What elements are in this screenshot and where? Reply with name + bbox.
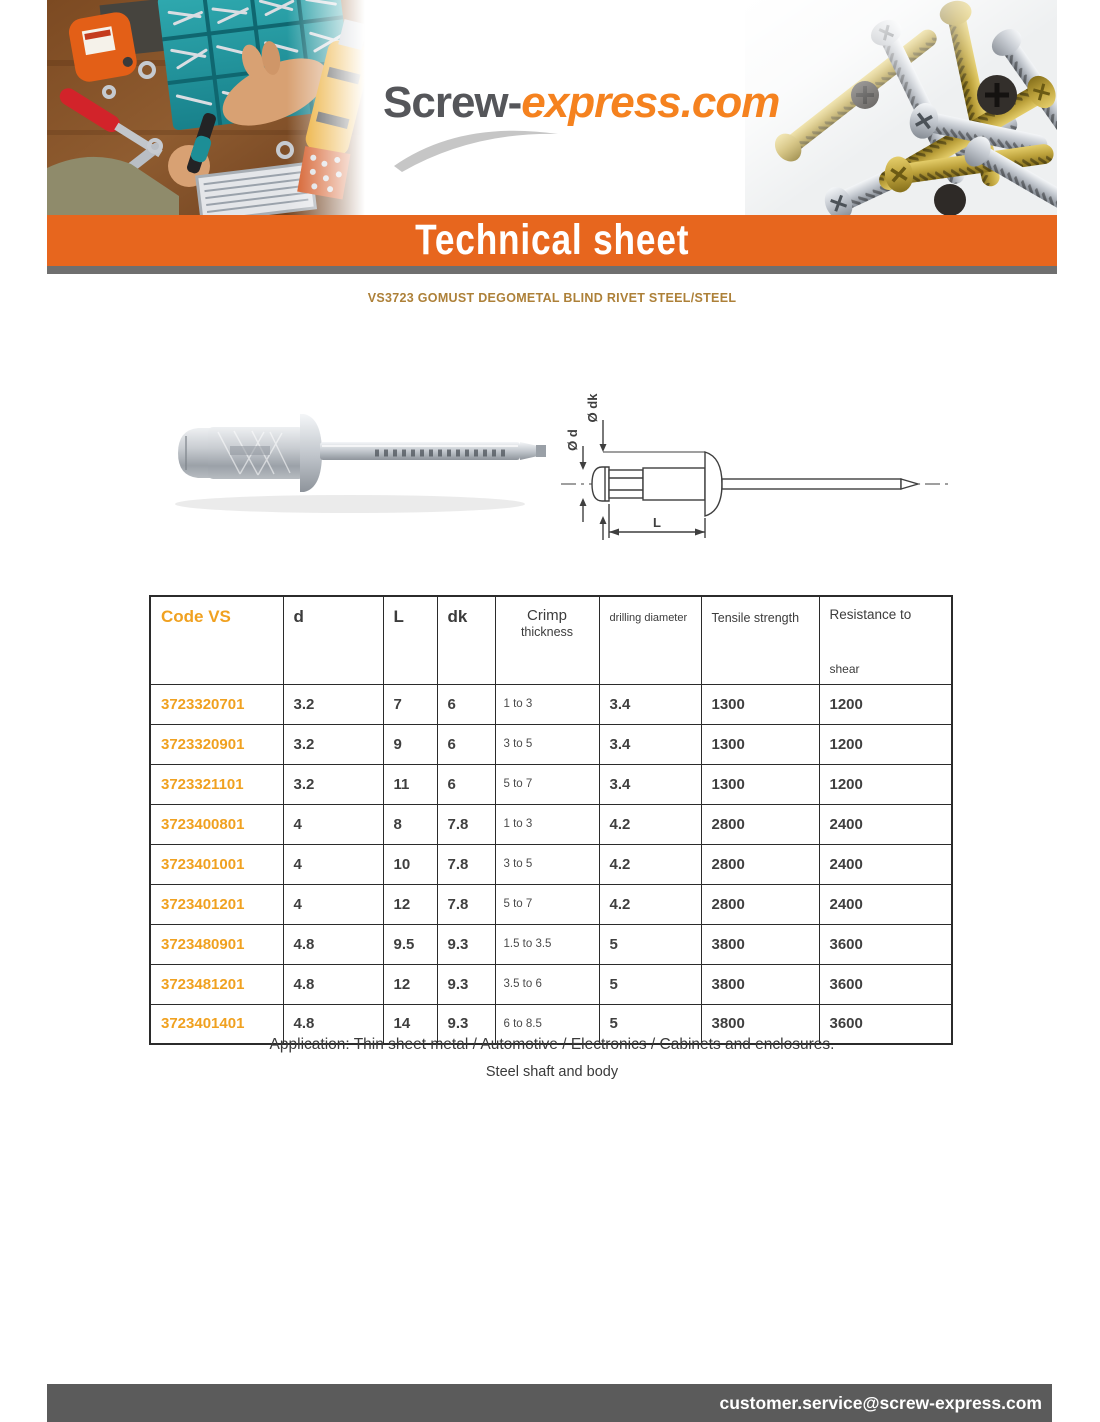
value-cell: 4.8 — [283, 964, 383, 1004]
value-cell: 3 to 5 — [495, 724, 599, 764]
value-cell: 4 — [283, 884, 383, 924]
value-cell: 4 — [283, 844, 383, 884]
value-cell: 1.5 to 3.5 — [495, 924, 599, 964]
value-cell: 2400 — [819, 804, 952, 844]
value-cell: 3 to 5 — [495, 844, 599, 884]
value-cell: 4.2 — [599, 844, 701, 884]
value-cell: 4.8 — [283, 1004, 383, 1044]
value-cell: 1 to 3 — [495, 684, 599, 724]
value-cell: 6 to 8.5 — [495, 1004, 599, 1044]
code-cell: 3723401201 — [150, 884, 283, 924]
rivet-diagram — [545, 382, 965, 560]
value-cell: 3800 — [701, 924, 819, 964]
value-cell: 3.2 — [283, 724, 383, 764]
column-header-crimp-thickness: Crimp thickness — [495, 596, 599, 684]
logo-text-gray: Screw- — [383, 78, 522, 127]
value-cell: 11 — [383, 764, 437, 804]
banner-divider — [47, 266, 1057, 274]
column-header-tensile-strength: Tensile strength — [701, 596, 819, 684]
value-cell: 1300 — [701, 684, 819, 724]
value-cell: 9.5 — [383, 924, 437, 964]
value-cell: 6 — [437, 684, 495, 724]
table-row — [150, 924, 952, 964]
value-cell: 7 — [383, 684, 437, 724]
value-cell: 6 — [437, 724, 495, 764]
value-cell: 9 — [383, 724, 437, 764]
value-cell: 3.5 to 6 — [495, 964, 599, 1004]
value-cell: 7.8 — [437, 804, 495, 844]
column-header-drilling-diameter: drilling diameter — [599, 596, 701, 684]
value-cell: 2800 — [701, 844, 819, 884]
value-cell: 5 to 7 — [495, 764, 599, 804]
value-cell: 1200 — [819, 764, 952, 804]
code-cell: 3723320701 — [150, 684, 283, 724]
column-header-resistance-to-shear: Resistance to shear — [819, 596, 952, 684]
value-cell: 4.2 — [599, 884, 701, 924]
value-cell: 4.8 — [283, 924, 383, 964]
brand-logo — [383, 78, 780, 128]
value-cell: 9.3 — [437, 924, 495, 964]
value-cell: 1 to 3 — [495, 804, 599, 844]
spec-table-body — [150, 684, 952, 1044]
code-cell: 3723321101 — [150, 764, 283, 804]
column-header-dk: dk — [437, 596, 495, 684]
table-row — [150, 884, 952, 924]
value-cell: 1200 — [819, 684, 952, 724]
code-cell: 3723401401 — [150, 1004, 283, 1044]
table-row — [150, 684, 952, 724]
value-cell: 1300 — [701, 724, 819, 764]
column-header-d: d — [283, 596, 383, 684]
diagram-label-dk: Ø dk — [585, 393, 600, 423]
value-cell: 3.2 — [283, 764, 383, 804]
table-row — [150, 724, 952, 764]
value-cell: 9.3 — [437, 964, 495, 1004]
value-cell: 9.3 — [437, 1004, 495, 1044]
value-cell: 7.8 — [437, 884, 495, 924]
value-cell: 2400 — [819, 844, 952, 884]
screws-pile-photo — [745, 0, 1057, 215]
material-note: Steel shaft and body — [485, 1064, 619, 1080]
tape-measure-shape — [67, 10, 139, 84]
table-row — [150, 844, 952, 884]
value-cell: 3800 — [701, 1004, 819, 1044]
value-cell: 12 — [383, 964, 437, 1004]
code-cell: 3723400801 — [150, 804, 283, 844]
value-cell: 4 — [283, 804, 383, 844]
table-header-row — [150, 596, 952, 684]
diagram-label-length: L — [653, 515, 661, 530]
workbench-photo — [47, 0, 365, 215]
code-cell: 3723480901 — [150, 924, 283, 964]
value-cell: 14 — [383, 1004, 437, 1044]
code-cell: 3723320901 — [150, 724, 283, 764]
value-cell: 6 — [437, 764, 495, 804]
technical-sheet-banner — [47, 215, 1057, 266]
value-cell: 3.4 — [599, 684, 701, 724]
value-cell: 4.2 — [599, 804, 701, 844]
table-row — [150, 804, 952, 844]
value-cell: 8 — [383, 804, 437, 844]
value-cell: 5 — [599, 1004, 701, 1044]
table-row — [150, 764, 952, 804]
value-cell: 3.4 — [599, 724, 701, 764]
value-cell: 5 — [599, 964, 701, 1004]
column-header-l: L — [383, 596, 437, 684]
logo-swoosh-shape — [390, 124, 565, 172]
value-cell: 10 — [383, 844, 437, 884]
code-cell: 3723401001 — [150, 844, 283, 884]
value-cell: 3800 — [701, 964, 819, 1004]
value-cell: 5 — [599, 924, 701, 964]
value-cell: 1200 — [819, 724, 952, 764]
value-cell: 1300 — [701, 764, 819, 804]
customer-service-email-link[interactable]: customer.service@screw-express.com — [719, 1393, 1042, 1413]
value-cell: 3600 — [819, 964, 952, 1004]
value-cell: 7.8 — [437, 844, 495, 884]
application-note: Application: Thin sheet metal / Automotive / Electronics / Cabinets and enclosures. — [269, 1036, 835, 1053]
diagram-label-d: Ø d — [565, 429, 580, 451]
logo-text-orange: express.com — [521, 78, 780, 127]
code-cell: 3723481201 — [150, 964, 283, 1004]
value-cell: 3.4 — [599, 764, 701, 804]
value-cell: 2800 — [701, 804, 819, 844]
table-row — [150, 964, 952, 1004]
value-cell: 3600 — [819, 1004, 952, 1044]
banner-title: Technical sheet — [414, 216, 690, 264]
footer-bar — [47, 1384, 1052, 1422]
value-cell: 5 to 7 — [495, 884, 599, 924]
column-header-code: Code VS — [150, 596, 283, 684]
product-title: VS3723 GOMUST DEGOMETAL BLIND RIVET STEEL/STEEL — [367, 291, 737, 305]
spec-table — [149, 595, 953, 1045]
value-cell: 3.2 — [283, 684, 383, 724]
value-cell: 2800 — [701, 884, 819, 924]
value-cell: 12 — [383, 884, 437, 924]
rivet-photo — [170, 396, 562, 522]
value-cell: 2400 — [819, 884, 952, 924]
value-cell: 3600 — [819, 924, 952, 964]
